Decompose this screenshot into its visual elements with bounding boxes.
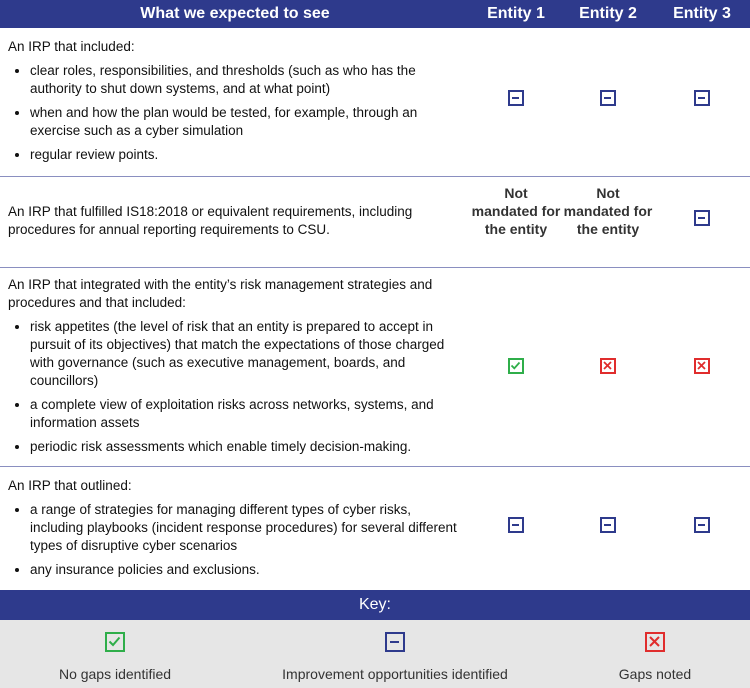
bullet-item: • any insurance policies and exclusions. (30, 561, 463, 579)
bullet-list (8, 62, 463, 164)
header-entity-1: Entity 1 (487, 5, 545, 22)
key-label-gaps: Gaps noted (618, 666, 692, 682)
key-title: Key: (0, 590, 750, 620)
entity-3-status (656, 517, 748, 538)
entity-1-status (470, 358, 562, 379)
row-intro: An IRP that fulfilled IS18:2018 or equivalent requirements, including procedures for annual reporting requirements to CSU. (8, 204, 413, 237)
bullet-list (8, 501, 463, 579)
improvement-icon (694, 210, 710, 226)
bullet-item: • regular review points. (30, 146, 463, 164)
table-row (0, 28, 750, 177)
row-description (8, 203, 463, 239)
bullet-item: • risk appetites (the level of risk that an entity is prepared to accept in pursuit of its objectives) that match the expectations of those charged with governance (such as executive management, boards, and councillors) (30, 318, 463, 390)
bullet-list (8, 318, 463, 456)
cross-icon (694, 358, 710, 374)
key-item-no-gaps (40, 632, 190, 682)
entity-3-status (656, 210, 748, 231)
improvement-icon (600, 90, 616, 106)
row-description (8, 276, 463, 462)
key-item-improvement (255, 632, 535, 682)
improvement-icon (600, 517, 616, 533)
entity-2-status-text: Not mandated for the entity (563, 185, 653, 237)
entity-3-status (656, 358, 748, 379)
entity-1-status (470, 517, 562, 538)
key-label-improvement: Improvement opportunities identified (282, 666, 508, 682)
improvement-icon (694, 90, 710, 106)
improvement-icon (508, 517, 524, 533)
check-icon (508, 358, 524, 374)
entity-3-status (656, 90, 748, 111)
key-legend (0, 620, 750, 688)
improvement-icon (385, 632, 405, 652)
bullet-item: • periodic risk assessments which enable timely decision-making. (30, 438, 463, 456)
improvement-icon (508, 90, 524, 106)
improvement-icon (694, 517, 710, 533)
table-row (0, 177, 750, 268)
bullet-item: • clear roles, responsibilities, and thresholds (such as who has the authority to shut down systems, and at what point) (30, 62, 463, 98)
table-row (0, 467, 750, 589)
entity-2-status (562, 517, 654, 538)
entity-2-status (562, 90, 654, 111)
header-expected: What we expected to see (140, 5, 330, 22)
row-intro: An IRP that integrated with the entity’s risk management strategies and procedures and that included: (8, 277, 433, 310)
key-item-gaps (590, 632, 720, 682)
entity-1-status (470, 90, 562, 111)
bullet-item: • a complete view of exploitation risks across networks, systems, and information assets (30, 396, 463, 432)
header-entity-3: Entity 3 (673, 5, 731, 22)
bullet-item: • when and how the plan would be tested, for example, through an exercise such as a cyber simulation (30, 104, 463, 140)
key-label-no-gaps: No gaps identified (58, 666, 172, 682)
table-header (0, 0, 750, 28)
cross-icon (600, 358, 616, 374)
header-entity-2: Entity 2 (579, 5, 637, 22)
row-description (8, 477, 463, 585)
check-icon (105, 632, 125, 652)
entity-2-status (562, 358, 654, 379)
entity-1-status-text: Not mandated for the entity (471, 185, 561, 237)
cross-icon (645, 632, 665, 652)
table-row (0, 268, 750, 467)
row-description (8, 38, 463, 170)
row-intro: An IRP that outlined: (8, 478, 132, 493)
row-intro: An IRP that included: (8, 39, 135, 54)
bullet-item: • a range of strategies for managing different types of cyber risks, including playbooks (incident response procedures) for several different types of disruptive cyber scenarios (30, 501, 463, 555)
